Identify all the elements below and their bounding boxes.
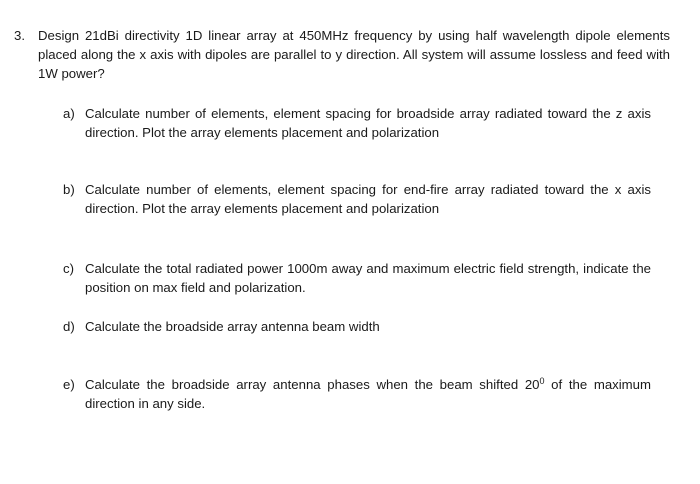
part-c — [63, 259, 651, 297]
part-b — [63, 180, 651, 218]
part-a — [63, 104, 651, 142]
part-e-label: e) — [63, 377, 75, 392]
degree-superscript: 0 — [539, 376, 545, 386]
part-e-text-before: Calculate the broadside array antenna phases when the beam shifted 20 — [85, 377, 540, 392]
question-row — [14, 26, 670, 83]
question-3 — [14, 26, 670, 83]
part-d-text: Calculate the broadside array antenna beam width — [85, 319, 380, 334]
part-a-text: Calculate number of elements, element spacing for broadside array radiated toward the z axis direction. Plot the array elements placement and polarization — [85, 106, 651, 140]
part-c-label: c) — [63, 261, 74, 276]
part-b-label: b) — [63, 182, 75, 197]
part-e-text — [85, 375, 651, 413]
part-b-text: Calculate number of elements, element spacing for end-fire array radiated toward the x axis direction. Plot the array elements placement and polarization — [85, 182, 651, 216]
part-e-text-after: of the maximum direction in any side. — [85, 377, 651, 411]
part-d-label: d) — [63, 319, 75, 334]
part-c-text: Calculate the total radiated power 1000m away and maximum electric field strength, indicate the position on max field and polarization. — [85, 261, 651, 295]
part-d — [63, 317, 651, 336]
part-e — [63, 375, 651, 413]
question-text: Design 21dBi directivity 1D linear array at 450MHz frequency by using half wavelength dipole elements placed along the x axis with dipoles are parallel to y direction. All system will assume lossless and feed with 1W power? — [38, 28, 670, 81]
question-number: 3. — [14, 28, 25, 43]
part-a-label: a) — [63, 106, 75, 121]
